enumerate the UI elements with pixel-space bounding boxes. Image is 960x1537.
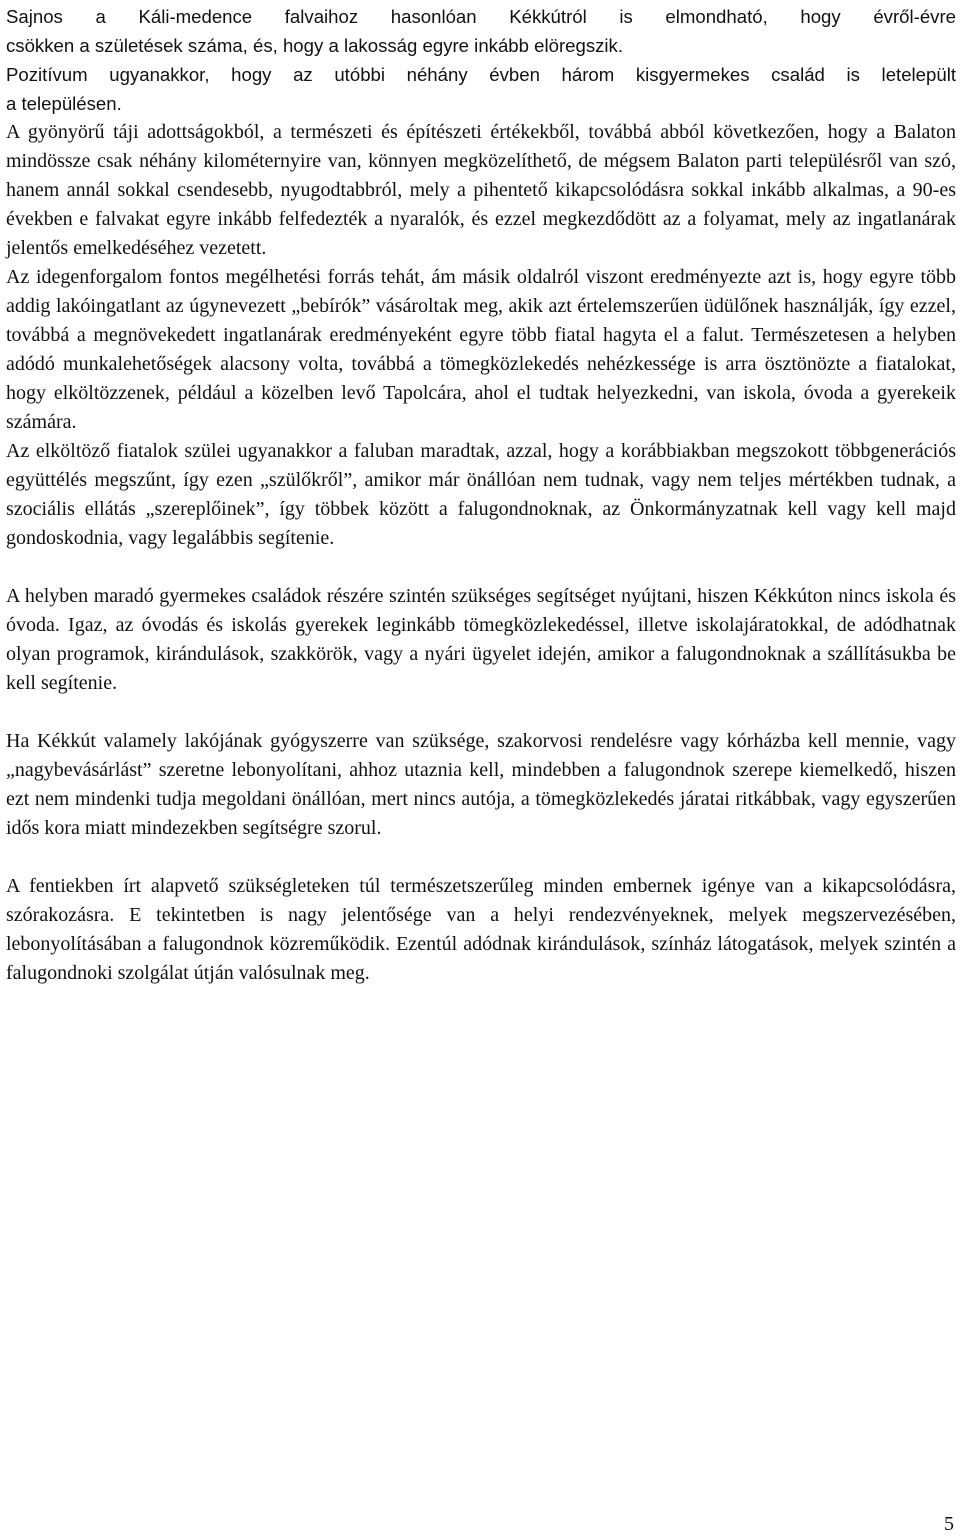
intro-paragraph <box>6 0 956 118</box>
intro-line: csökken a születések száma, és, hogy a lakosság egyre inkább elöregszik. <box>6 35 624 56</box>
paragraph-families-with-children: A helyben maradó gyermekes családok részére szintén szükséges segítséget nyújtani, hiszen Kékkúton nincs iskola és óvoda. Igaz, az óvodás és iskolás gyerekek leginkább tömegközlekedéssel, illetve iskolajáratokkal, de adódhatnak olyan programok, kirándulások, szakkörök, vagy a nyári ügyelet idején, amikor a falugondnoknak a szállításukba be kell segítenie. <box>6 585 956 694</box>
document-page <box>6 0 956 988</box>
intro-line: Pozitívum ugyanakkor, hogy az utóbbi néhány évben három kisgyermekes család is letelepült <box>6 64 956 85</box>
paragraph-tourism-effects: Az idegenforgalom fontos megélhetési forrás tehát, ám másik oldalról viszont eredményezte azt is, hogy egyre több addig lakóingatlant az úgynevezett „bebírók” vásároltak meg, akik azt értelemszerűen üdülőnek használják, így ezzel, továbbá a megnövekedett ingatlanárak eredményeként egyre több fiatal hagyta el a falut. Természetesen a helyben adódó munkalehetőségek alacsony volta, továbbá a tömegközlekedés nehézkessége is arra ösztönözte a fiatalokat, hogy elköltözzenek, például a közelben levő Tapolcára, ahol el tudtak helyezkedni, van iskola, óvoda a gyerekeik számára. <box>6 266 956 433</box>
paragraph-medical-needs: Ha Kékkút valamely lakójának gyógyszerre van szüksége, szakorvosi rendelésre vagy kórházba kell mennie, vagy „nagybevásárlást” szeretne lebonyolítani, ahhoz utaznia kell, mindebben a falugondnok szerepe kiemelkedő, hiszen ezt nem mindenki tudja megoldani önállóan, mert nincs autója, a tömegközlekedés járatai ritkábbak, vagy egyszerűen idős kora miatt mindezekben segítségre szorul. <box>6 730 956 839</box>
paragraph-parents-remaining: Az elköltöző fiatalok szülei ugyanakkor a faluban maradtak, azzal, hogy a korábbiakban megszokott többgenerációs együttélés megszűnt, így ezen „szülőkről”, amikor már önállóan nem tudnak, vagy nem teljes mértékben tudnak, a szociális ellátás „szereplőinek”, így többek között a falugondnoknak, az Önkormányzatnak kell vagy kell majd gondoskodnia, vagy legalábbis segítenie. <box>6 440 956 549</box>
intro-line: a településen. <box>6 93 122 114</box>
page-number: 5 <box>944 1513 954 1535</box>
paragraph-tourism-attraction: A gyönyörű táji adottságokból, a természeti és építészeti értékekből, továbbá abból következően, hogy a Balaton mindössze csak néhány kilométernyire van, könnyen megközelíthető, de mégsem Balaton parti településről van szó, hanem annál sokkal csendesebb, nyugodtabbról, mely a pihentető kikapcsolódásra sokkal inkább alkalmas, a 90-es években e falvakat egyre inkább felfedezték a nyaralók, és ezzel megkezdődött az a folyamat, mely az ingatlanárak jelentős emelkedéséhez vezetett. <box>6 121 956 259</box>
intro-line: Sajnos a Káli-medence falvaihoz hasonlóan Kékkútról is elmondható, hogy évről-évre <box>6 6 956 27</box>
paragraph-leisure-needs: A fentiekben írt alapvető szükségleteken túl természetszerűleg minden embernek igénye van a kikapcsolódásra, szórakozásra. E tekintetben is nagy jelentősége van a helyi rendezvényeknek, melyek megszervezésében, lebonyolításában a falugondnok közreműködik. Ezentúl adódnak kirándulások, színház látogatások, melyek szintén a falugondnoki szolgálat útján valósulnak meg. <box>6 875 956 984</box>
